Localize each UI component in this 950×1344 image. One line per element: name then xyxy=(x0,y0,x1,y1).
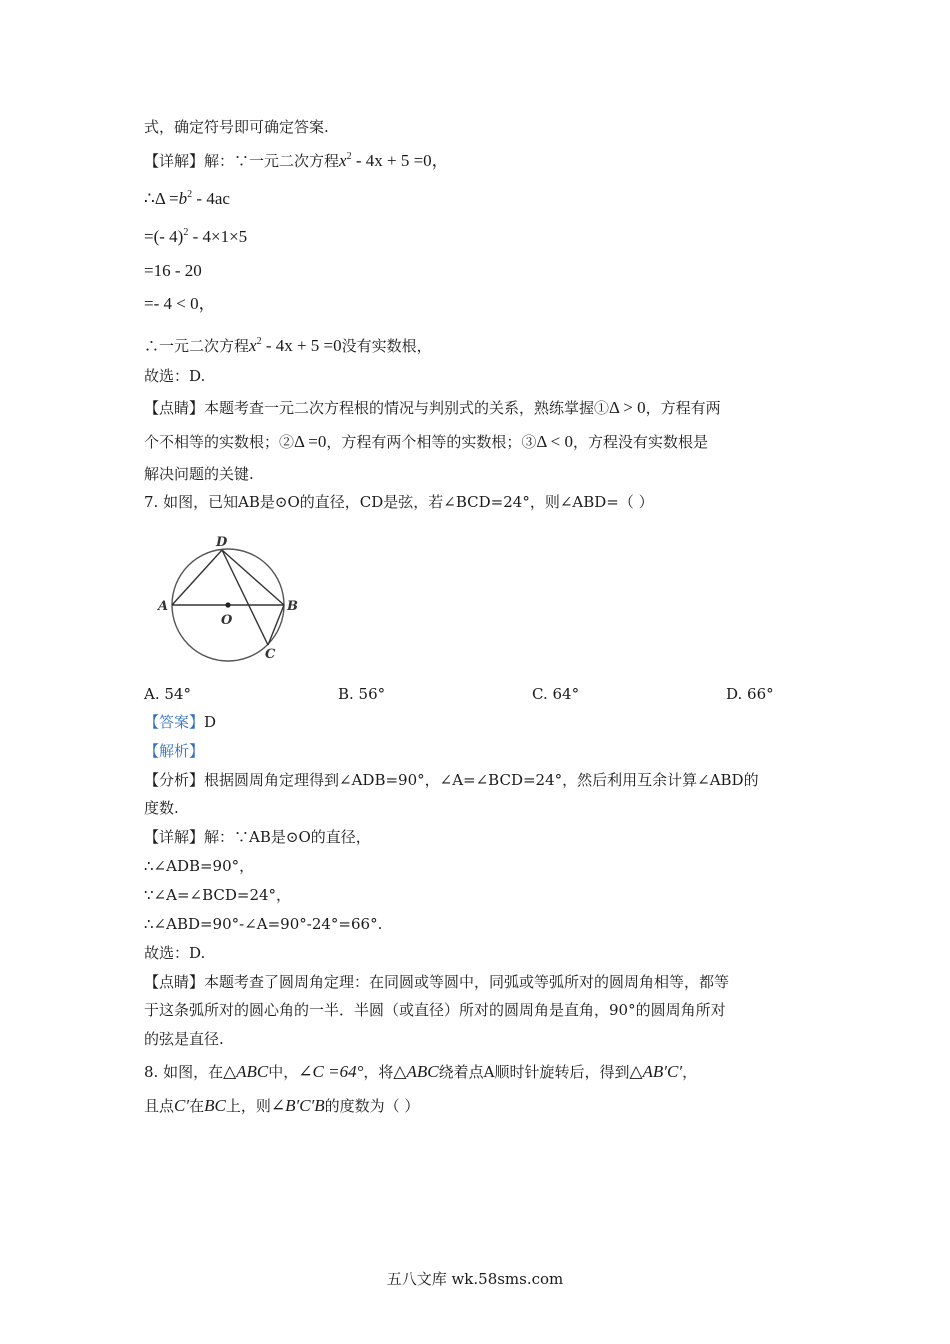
prev-note-3: 解决问题的关键. xyxy=(144,465,254,483)
label-o: O xyxy=(221,613,233,628)
prev-conclusion: ∴一元二次方程$x^2 - 4x + 5 =0$没有实数根， xyxy=(144,336,432,355)
q7-choice: 故选：D. xyxy=(144,944,206,962)
q7-note-3: 的弦是直径. xyxy=(144,1030,224,1048)
q7-option-c[interactable]: C. 64° xyxy=(532,685,580,703)
prev-step-2: =(- 4)$^2$ - 4×1×5 xyxy=(144,227,248,246)
prev-detail-line: 【详解】解：∵一元二次方程$x^2 - 4x + 5 =0$， xyxy=(144,151,449,170)
q7-option-a[interactable]: A. 54° xyxy=(144,685,191,703)
chord-db xyxy=(222,550,284,605)
q7-analysis-label: 【解析】 xyxy=(144,742,205,760)
q7-detail-4: ∴∠ABD=90°-∠A=90°-24°=66°. xyxy=(144,915,383,933)
q7-detail-3: ∵∠A=∠BCD=24°， xyxy=(144,886,292,904)
circle-geometry-figure xyxy=(150,528,310,668)
q7-option-b[interactable]: B. 56° xyxy=(338,685,386,703)
prev-line-1: 式，确定符号即可确定答案. xyxy=(144,118,329,136)
prev-note-2: 个不相等的实数根；②Δ =0，方程有两个相等的实数根；③Δ < 0，方程没有实数根是 xyxy=(144,432,708,451)
footer-watermark: 五八文库 wk.58sms.com xyxy=(386,1270,564,1288)
chord-dc xyxy=(222,550,268,645)
label-a: A xyxy=(158,599,169,614)
q7-detail-1: 【详解】解：∵AB是⊙O的直径， xyxy=(144,828,371,846)
label-b: B xyxy=(287,599,298,614)
q8-line-2: 且点C′在BC上，则∠B′C′B的度数为（ ） xyxy=(144,1096,420,1115)
q7-question: 7. 如图，已知AB是⊙O的直径，CD是弦，若∠BCD=24°，则∠ABD=（ ） xyxy=(144,493,654,511)
q7-answer: 【答案】D xyxy=(144,713,217,731)
prev-step-1: ∴Δ $=b^2 - 4ac$ xyxy=(144,189,230,208)
prev-step-4: =- 4 < 0， xyxy=(144,294,216,313)
q7-detail-2: ∴∠ADB=90°， xyxy=(144,857,255,875)
label-c: C xyxy=(265,647,276,662)
q7-fenxi-2: 度数. xyxy=(144,799,179,817)
q7-fenxi-1: 【分析】根据圆周角定理得到∠ADB=90°，∠A=∠BCD=24°，然后利用互余计算∠ABD的 xyxy=(144,771,759,789)
prev-choice: 故选：D. xyxy=(144,367,206,385)
q7-note-1: 【点睛】本题考查了圆周角定理：在同圆或等圆中，同弧或等弧所对的圆周角相等，都等 xyxy=(144,973,730,991)
center-point xyxy=(225,602,230,607)
q7-option-d[interactable]: D. 66° xyxy=(726,685,774,703)
q7-note-2: 于这条弧所对的圆心角的一半．半圆（或直径）所对的圆周角是直角，90°的圆周角所对 xyxy=(144,1001,726,1019)
prev-note-1: 【点睛】本题考查一元二次方程根的情况与判别式的关系，熟练掌握①Δ > 0，方程有两 xyxy=(144,398,721,417)
q8-line-1: 8. 如图，在△ABC中，∠C =64°，将△ABC绕着点A顺时针旋转后，得到△AB′C′， xyxy=(144,1062,698,1081)
prev-step-3: =16 - 20 xyxy=(144,261,202,280)
label-d: D xyxy=(216,535,228,550)
chord-bc xyxy=(268,605,284,645)
